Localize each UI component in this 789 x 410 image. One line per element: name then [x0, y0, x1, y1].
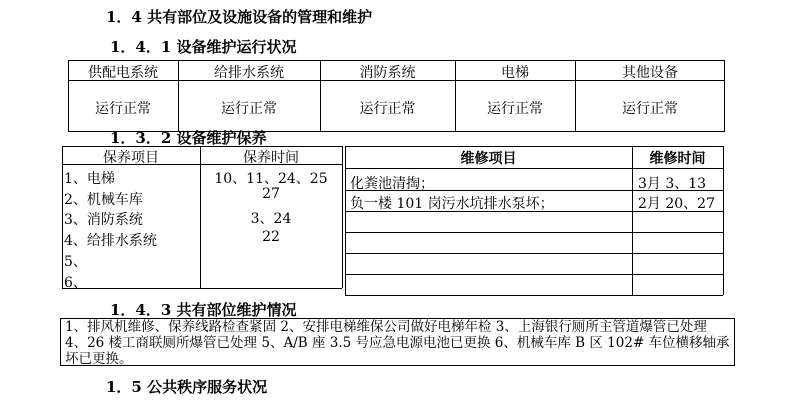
status-value-water: 运行正常 — [221, 101, 277, 117]
status-value-other: 运行正常 — [622, 101, 678, 117]
status-header-other: 其他设备 — [622, 65, 678, 81]
repair-row-item: 化粪池清掏； — [350, 176, 434, 192]
maint-header-time: 保养时间 — [243, 150, 299, 166]
section-title-1-5: 1．5 公共秩序服务状况 — [106, 378, 268, 396]
maint-row-time: 22 — [262, 229, 280, 245]
repair-line — [345, 253, 723, 254]
status-header-water: 给排水系统 — [214, 65, 284, 81]
section-title-1-4: 1．4 共有部位及设施设备的管理和维护 — [106, 8, 373, 26]
repair-line — [345, 274, 723, 275]
maint-row-item: 4、给排水系统 — [64, 233, 157, 249]
status-value-power: 运行正常 — [95, 101, 151, 117]
maint-row-time: 3、24 — [250, 211, 292, 227]
repair-line — [345, 232, 723, 233]
repair-row-item: 负一楼 101 岗污水坑排水泵坏； — [350, 196, 554, 212]
repair-row-time: 3月 3、13 — [638, 176, 707, 192]
maint-line — [342, 146, 343, 288]
maint-row-item: 5、 — [64, 254, 87, 270]
repair-line — [345, 146, 723, 147]
repair-line — [345, 168, 723, 169]
repair-line — [345, 146, 346, 295]
repair-line — [632, 146, 633, 295]
maint-line — [62, 146, 63, 288]
section-title-1-4-1: 1．4．1 设备维护运行状况 — [110, 38, 297, 56]
status-value-fire: 运行正常 — [359, 101, 416, 117]
section-title-1-3-2: 1．3．2 设备维护保养 — [110, 129, 267, 147]
repair-header-time: 维修时间 — [649, 151, 706, 167]
maint-row-time: 27 — [262, 186, 280, 202]
maint-line — [62, 288, 342, 289]
maint-row-item: 1、电梯 — [64, 171, 115, 187]
repair-row-time: 2月 20、27 — [638, 196, 715, 212]
maint-row-item: 3、消防系统 — [64, 212, 143, 228]
status-header-elevator: 电梯 — [501, 65, 529, 81]
status-value-elevator: 运行正常 — [487, 101, 543, 117]
status-header-power: 供配电系统 — [88, 65, 158, 81]
maint-row-item: 6、 — [64, 275, 87, 291]
repair-header-item: 维修项目 — [460, 151, 517, 167]
repair-line — [345, 295, 723, 296]
section-title-1-4-3: 1．4．3 共有部位维护情况 — [110, 301, 297, 319]
maint-header-item: 保养项目 — [103, 150, 159, 166]
common-area-maintenance-text: 1、排风机维修、保养线路检查紧固 2、安排电梯维保公司做好电梯年检 3、上海银行厕所主管道爆管已处理 4、26 楼工商联厕所爆管已处理 5、A/B 座 3.5 号应急电源电池已更换 6、机械车库 B 区 102# 车位横移轴承坏已更换。 — [60, 318, 735, 366]
maint-row-item: 2、机械车库 — [64, 192, 143, 208]
maint-row-time: 10、11、24、25 — [214, 171, 328, 187]
repair-line — [723, 146, 724, 295]
status-header-fire: 消防系统 — [359, 65, 416, 81]
